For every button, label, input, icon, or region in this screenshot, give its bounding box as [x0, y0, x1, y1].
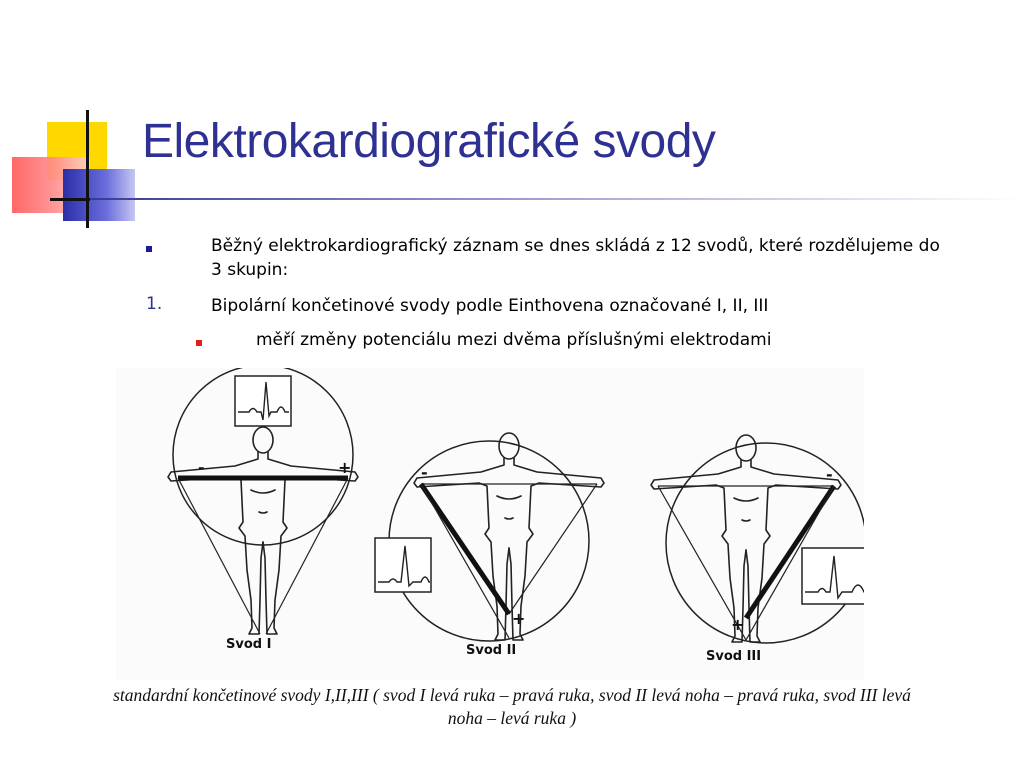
svod-1-positive-sign: + — [338, 458, 352, 477]
sub-bullet-text: měří změny potenciálu mezi dvěma příslušnými elektrodami — [256, 330, 772, 350]
leads-diagram — [116, 368, 864, 680]
panel-svod-2 — [375, 433, 604, 641]
svod-1-negative-sign: - — [198, 458, 205, 477]
logo-horizontal-line — [50, 198, 90, 201]
bullet-square-blue — [146, 246, 152, 252]
slide-title: Elektrokardiografické svody — [142, 115, 716, 168]
panel-svod-1 — [168, 368, 358, 634]
svod-2-positive-sign: + — [512, 609, 526, 628]
numbered-marker: 1. — [146, 294, 163, 314]
logo-blue-square — [63, 169, 135, 221]
numbered-item-text: Bipolární končetinové svody podle Einthovena označované I, II, III — [211, 296, 769, 316]
title-underline — [90, 198, 1020, 200]
bullet-text: Běžný elektrokardiografický záznam se dnes skládá z 12 svodů, které rozdělujeme do 3 skupin: — [211, 236, 940, 280]
svod-1-label: Svod I — [226, 637, 272, 652]
svod-3-label: Svod III — [706, 649, 762, 664]
svod-2-negative-sign: - — [421, 463, 428, 482]
sub-bullet-square-red — [196, 340, 202, 346]
figure-caption: standardní končetinové svody I,II,III ( svod I levá ruka – pravá ruka, svod II levá noha – pravá ruka, svod III levá noha – levá ruka ) — [113, 685, 911, 728]
svod-2-label: Svod II — [466, 643, 517, 658]
logo-vertical-line — [86, 110, 89, 228]
svod-3-positive-sign: + — [731, 615, 745, 634]
einthoven-leads-figure — [116, 368, 864, 680]
svod-3-negative-sign: - — [826, 465, 833, 484]
corner-logo — [0, 0, 150, 240]
